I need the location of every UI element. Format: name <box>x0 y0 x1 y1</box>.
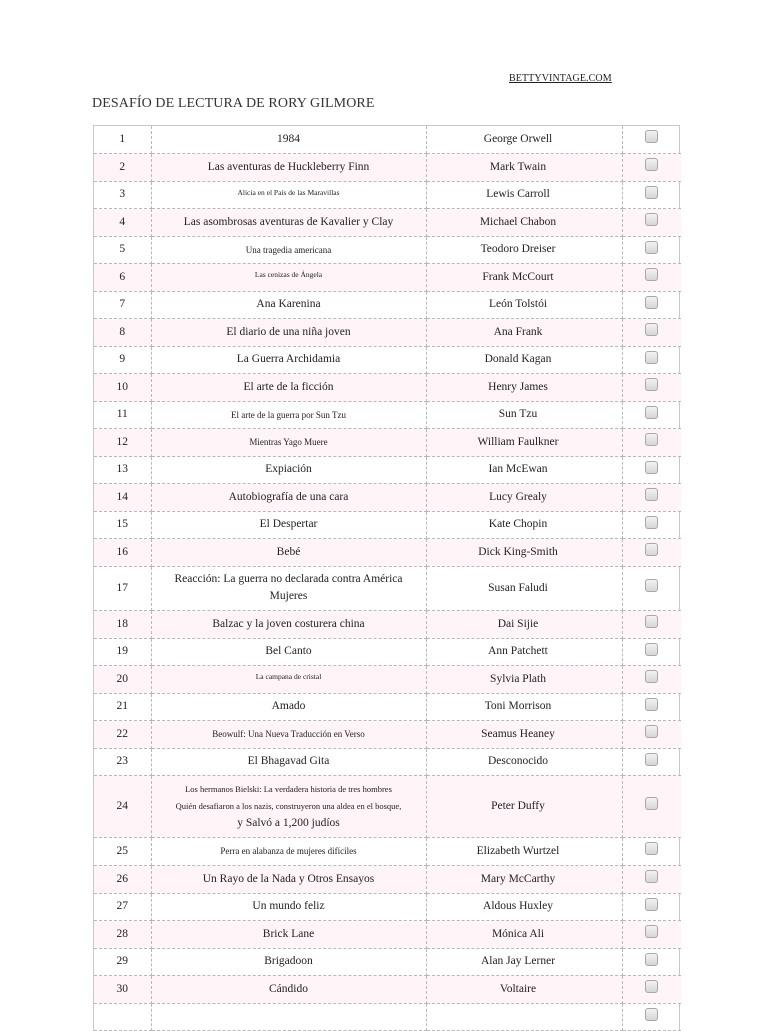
table-row <box>94 610 681 638</box>
table-row <box>94 346 681 373</box>
read-checkbox[interactable] <box>645 615 658 628</box>
read-checkbox[interactable] <box>645 725 658 738</box>
read-checkbox[interactable] <box>645 842 658 855</box>
book-author: Sun Tzu <box>426 401 622 428</box>
checkbox-cell <box>622 566 681 610</box>
book-author: Henry James <box>426 373 622 401</box>
table-row <box>94 291 681 318</box>
book-title: Alicia en el País de las Maravillas <box>151 181 426 208</box>
checkbox-cell <box>622 208 681 236</box>
book-title: La campana de cristal <box>151 665 426 693</box>
book-title: Las asombrosas aventuras de Kavalier y Clay <box>151 208 426 236</box>
book-number: 14 <box>94 483 151 511</box>
table-row <box>94 236 681 263</box>
table-row <box>94 566 681 610</box>
checkbox-cell <box>622 318 681 346</box>
table-row <box>94 748 681 775</box>
book-number: 27 <box>94 893 151 920</box>
book-number: 3 <box>94 181 151 208</box>
book-title: Bel Canto <box>151 638 426 665</box>
book-number: 30 <box>94 975 151 1003</box>
table-row <box>94 126 681 153</box>
table-row <box>94 665 681 693</box>
book-number: 10 <box>94 373 151 401</box>
book-number: 13 <box>94 456 151 483</box>
book-author: Lucy Grealy <box>426 483 622 511</box>
book-title: Brick Lane <box>151 920 426 948</box>
read-checkbox[interactable] <box>645 579 658 592</box>
book-number: 20 <box>94 665 151 693</box>
book-title: Brigadoon <box>151 948 426 975</box>
book-number: 6 <box>94 263 151 291</box>
table-row <box>94 318 681 346</box>
book-author: Sylvia Plath <box>426 665 622 693</box>
checkbox-cell <box>622 920 681 948</box>
book-number: 8 <box>94 318 151 346</box>
table-row <box>94 948 681 975</box>
book-number: 7 <box>94 291 151 318</box>
read-checkbox[interactable] <box>645 130 658 143</box>
checkbox-cell <box>622 236 681 263</box>
read-checkbox[interactable] <box>645 516 658 529</box>
book-title: Las aventuras de Huckleberry Finn <box>151 153 426 181</box>
table-row <box>94 1003 681 1030</box>
table-row <box>94 153 681 181</box>
book-title: El arte de la guerra por Sun Tzu <box>151 401 426 428</box>
book-author: Frank McCourt <box>426 263 622 291</box>
book-author: Kate Chopin <box>426 511 622 538</box>
book-title: Reacción: La guerra no declarada contra América Mujeres <box>151 566 426 610</box>
book-number: 2 <box>94 153 151 181</box>
read-checkbox[interactable] <box>645 241 658 254</box>
book-number: 5 <box>94 236 151 263</box>
checkbox-cell <box>622 153 681 181</box>
read-checkbox[interactable] <box>645 351 658 364</box>
checkbox-cell <box>622 837 681 865</box>
read-checkbox[interactable] <box>645 953 658 966</box>
book-author <box>426 1003 622 1030</box>
book-author: Peter Duffy <box>426 775 622 837</box>
read-checkbox[interactable] <box>645 980 658 993</box>
book-author: Lewis Carroll <box>426 181 622 208</box>
checkbox-cell <box>622 610 681 638</box>
checkbox-cell <box>622 893 681 920</box>
read-checkbox[interactable] <box>645 870 658 883</box>
read-checkbox[interactable] <box>645 213 658 226</box>
book-title <box>151 775 426 837</box>
book-author: Mónica Ali <box>426 920 622 948</box>
read-checkbox[interactable] <box>645 797 658 810</box>
book-number: 29 <box>94 948 151 975</box>
book-author: Michael Chabon <box>426 208 622 236</box>
checkbox-cell <box>622 720 681 748</box>
table-row <box>94 538 681 566</box>
read-checkbox[interactable] <box>645 1008 658 1021</box>
book-title: El Despertar <box>151 511 426 538</box>
table-row <box>94 865 681 893</box>
checkbox-cell <box>622 428 681 456</box>
book-title: Autobiografía de una cara <box>151 483 426 511</box>
book-author: Toni Morrison <box>426 693 622 720</box>
book-author: León Tolstói <box>426 291 622 318</box>
book-author: Dick King-Smith <box>426 538 622 566</box>
book-title: Mientras Yago Muere <box>151 428 426 456</box>
book-title: Beowulf: Una Nueva Traducción en Verso <box>151 720 426 748</box>
book-number: 25 <box>94 837 151 865</box>
book-author: George Orwell <box>426 126 622 153</box>
table-row <box>94 373 681 401</box>
reading-table <box>94 126 681 1031</box>
book-author: Teodoro Dreiser <box>426 236 622 263</box>
table-row <box>94 837 681 865</box>
site-link[interactable]: BETTYVINTAGE.COM <box>509 73 612 84</box>
read-checkbox[interactable] <box>645 186 658 199</box>
book-author: Ian McEwan <box>426 456 622 483</box>
checkbox-cell <box>622 975 681 1003</box>
book-author: Dai Sijie <box>426 610 622 638</box>
book-number: 16 <box>94 538 151 566</box>
table-row <box>94 483 681 511</box>
book-title-line: Quién desafiaron a los nazis, construyeron una aldea en el bosque, <box>175 800 402 811</box>
book-number: 1 <box>94 126 151 153</box>
book-author: Seamus Heaney <box>426 720 622 748</box>
table-row <box>94 893 681 920</box>
read-checkbox[interactable] <box>645 323 658 336</box>
book-title: La Guerra Archidamia <box>151 346 426 373</box>
read-checkbox[interactable] <box>645 898 658 911</box>
read-checkbox[interactable] <box>645 543 658 556</box>
book-number: 23 <box>94 748 151 775</box>
checkbox-cell <box>622 865 681 893</box>
page-title: DESAFÍO DE LECTURA DE RORY GILMORE <box>92 96 375 111</box>
checkbox-cell <box>622 456 681 483</box>
read-checkbox[interactable] <box>645 433 658 446</box>
book-title: Bebé <box>151 538 426 566</box>
table-row <box>94 775 681 837</box>
book-number: 9 <box>94 346 151 373</box>
checkbox-cell <box>622 538 681 566</box>
checkbox-cell <box>622 181 681 208</box>
checkbox-cell <box>622 373 681 401</box>
checkbox-cell <box>622 483 681 511</box>
read-checkbox[interactable] <box>645 643 658 656</box>
book-number: 21 <box>94 693 151 720</box>
book-title: Una tragedia americana <box>151 236 426 263</box>
table-row <box>94 263 681 291</box>
book-title: Las cenizas de Ángela <box>151 263 426 291</box>
table-row <box>94 975 681 1003</box>
book-title: Amado <box>151 693 426 720</box>
book-title-line: Los hermanos Bielski: La verdadera historia de tres hombres <box>185 783 392 794</box>
book-number <box>94 1003 151 1030</box>
table-row <box>94 208 681 236</box>
table-row <box>94 428 681 456</box>
table-row <box>94 511 681 538</box>
book-author: Desconocido <box>426 748 622 775</box>
checkbox-cell <box>622 1003 681 1030</box>
checkbox-cell <box>622 346 681 373</box>
table-row <box>94 920 681 948</box>
book-title: Perra en alabanza de mujeres difíciles <box>151 837 426 865</box>
checkbox-cell <box>622 748 681 775</box>
book-author: Aldous Huxley <box>426 893 622 920</box>
book-author: Voltaire <box>426 975 622 1003</box>
read-checkbox[interactable] <box>645 698 658 711</box>
book-author: Donald Kagan <box>426 346 622 373</box>
table-row <box>94 456 681 483</box>
checkbox-cell <box>622 638 681 665</box>
table-row <box>94 720 681 748</box>
book-title: Un Rayo de la Nada y Otros Ensayos <box>151 865 426 893</box>
reading-list <box>93 125 680 1031</box>
book-title: 1984 <box>151 126 426 153</box>
book-author: Mark Twain <box>426 153 622 181</box>
checkbox-cell <box>622 401 681 428</box>
table-row <box>94 638 681 665</box>
book-author: Ana Frank <box>426 318 622 346</box>
book-number: 17 <box>94 566 151 610</box>
read-checkbox[interactable] <box>645 378 658 391</box>
book-title: Balzac y la joven costurera china <box>151 610 426 638</box>
read-checkbox[interactable] <box>645 753 658 766</box>
book-author: Susan Faludi <box>426 566 622 610</box>
book-author: Ann Patchett <box>426 638 622 665</box>
checkbox-cell <box>622 665 681 693</box>
read-checkbox[interactable] <box>645 461 658 474</box>
table-row <box>94 693 681 720</box>
checkbox-cell <box>622 775 681 837</box>
table-row <box>94 181 681 208</box>
table-row <box>94 401 681 428</box>
book-number: 26 <box>94 865 151 893</box>
read-checkbox[interactable] <box>645 670 658 683</box>
book-title <box>151 1003 426 1030</box>
read-checkbox[interactable] <box>645 488 658 501</box>
read-checkbox[interactable] <box>645 406 658 419</box>
read-checkbox[interactable] <box>645 158 658 171</box>
book-number: 19 <box>94 638 151 665</box>
read-checkbox[interactable] <box>645 925 658 938</box>
book-title: Cándido <box>151 975 426 1003</box>
checkbox-cell <box>622 291 681 318</box>
book-number: 24 <box>94 775 151 837</box>
book-number: 11 <box>94 401 151 428</box>
book-author: Mary McCarthy <box>426 865 622 893</box>
checkbox-cell <box>622 693 681 720</box>
book-number: 12 <box>94 428 151 456</box>
book-title: Ana Karenina <box>151 291 426 318</box>
book-title-line: y Salvó a 1,200 judíos <box>237 816 340 829</box>
book-number: 18 <box>94 610 151 638</box>
book-title: Un mundo feliz <box>151 893 426 920</box>
read-checkbox[interactable] <box>645 296 658 309</box>
checkbox-cell <box>622 948 681 975</box>
book-author: William Faulkner <box>426 428 622 456</box>
read-checkbox[interactable] <box>645 268 658 281</box>
book-author: Alan Jay Lerner <box>426 948 622 975</box>
book-number: 4 <box>94 208 151 236</box>
checkbox-cell <box>622 126 681 153</box>
book-title: El diario de una niña joven <box>151 318 426 346</box>
book-author: Elizabeth Wurtzel <box>426 837 622 865</box>
book-number: 28 <box>94 920 151 948</box>
book-title: Expiación <box>151 456 426 483</box>
book-title: El arte de la ficción <box>151 373 426 401</box>
book-number: 15 <box>94 511 151 538</box>
book-title: El Bhagavad Gita <box>151 748 426 775</box>
checkbox-cell <box>622 511 681 538</box>
checkbox-cell <box>622 263 681 291</box>
book-number: 22 <box>94 720 151 748</box>
